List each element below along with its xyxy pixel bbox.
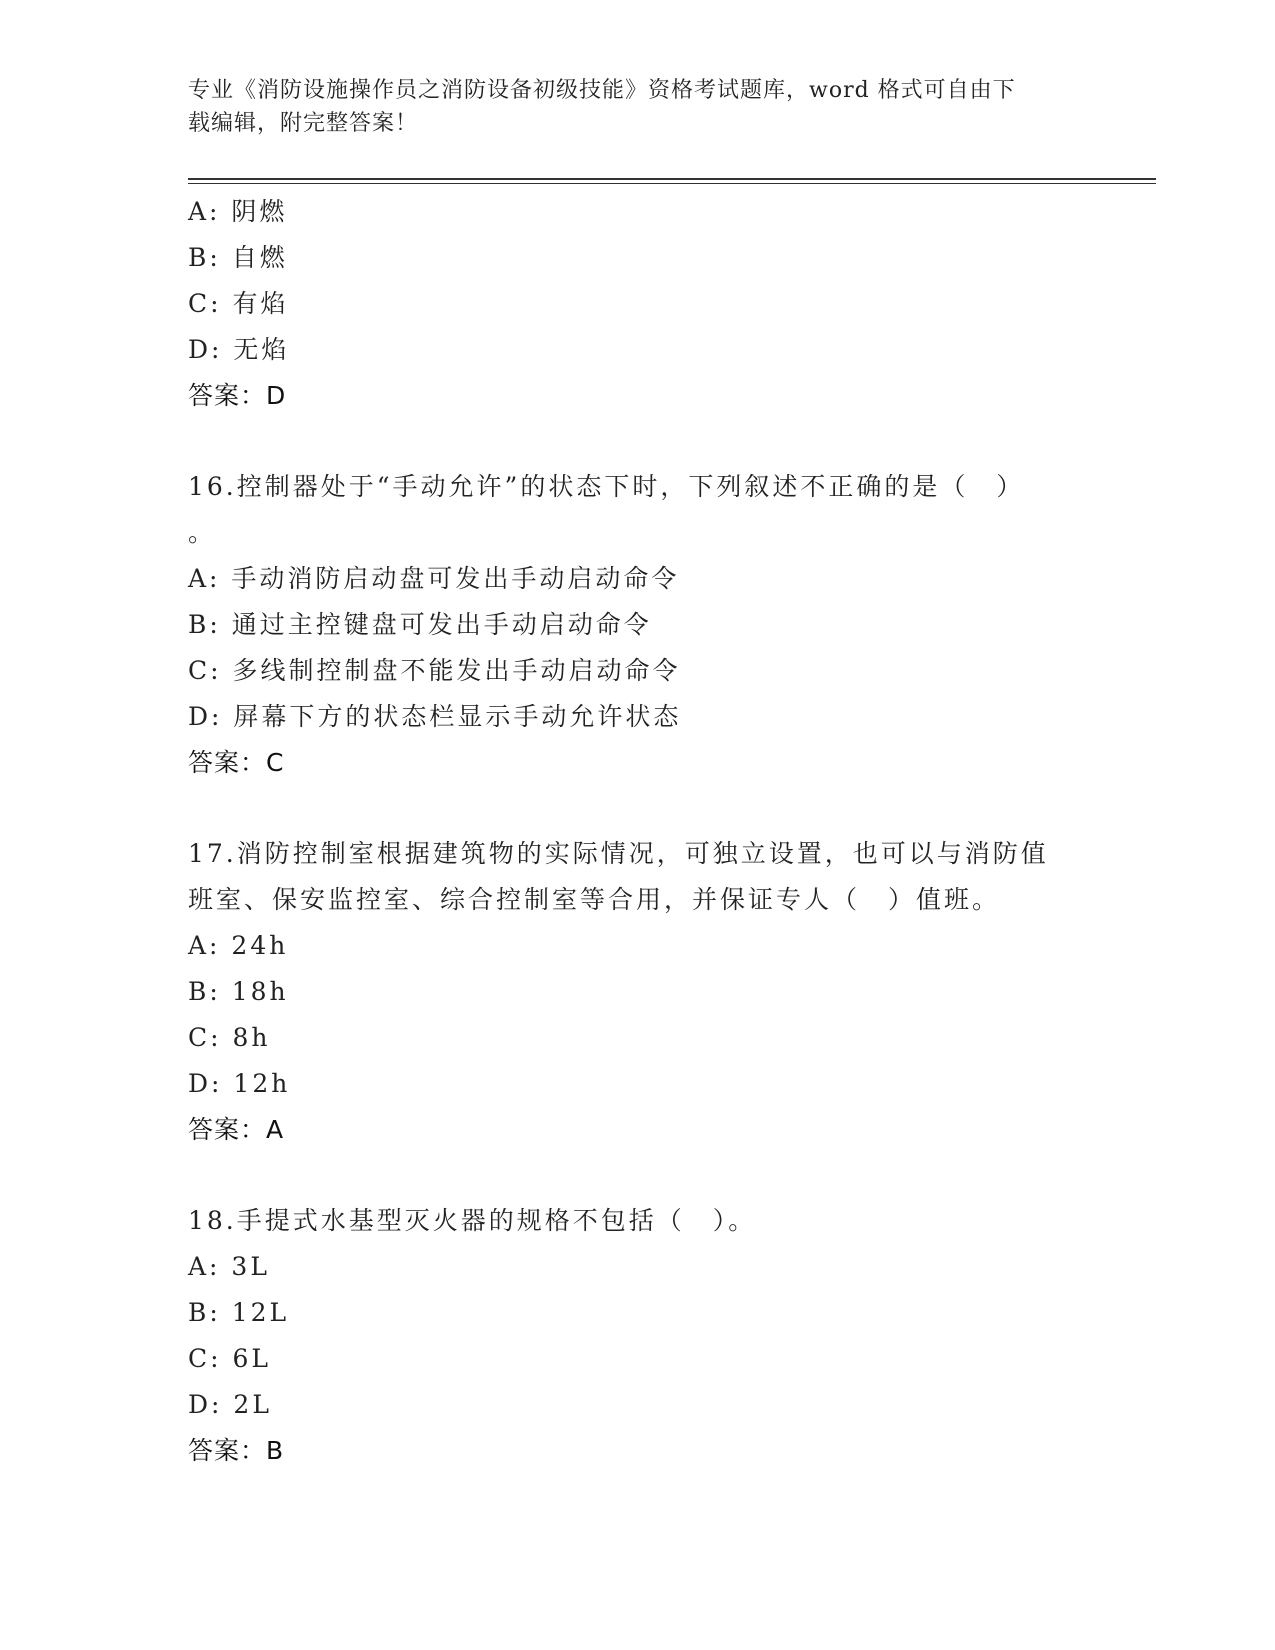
- block-spacer: [188, 1153, 1088, 1198]
- option-c: C: 6L: [188, 1344, 272, 1373]
- header-divider-thin: [188, 183, 1156, 184]
- answer-text: 答案：C: [188, 748, 285, 777]
- block-spacer: [188, 419, 1088, 464]
- document-header: [188, 74, 1068, 140]
- option-d: D: 无焰: [188, 335, 290, 364]
- option-c: C: 多线制控制盘不能发出手动启动命令: [188, 656, 681, 685]
- question-block-16: [188, 464, 1088, 786]
- option-b: B: 12L: [188, 1298, 290, 1327]
- option-a: A: 阴燃: [188, 197, 288, 226]
- answer-text: 答案：A: [188, 1115, 285, 1144]
- option-b: B: 通过主控键盘可发出手动启动命令: [188, 610, 652, 639]
- question-text-line-2: 。: [188, 518, 217, 547]
- option-a: A: 24h: [188, 931, 289, 960]
- header-line-2: 载编辑，附完整答案！: [188, 111, 419, 136]
- block-spacer: [188, 786, 1088, 831]
- question-text-line-1: 16.控制器处于“手动允许”的状态下时，下列叙述不正确的是（ ）: [188, 472, 1025, 501]
- option-a: A: 手动消防启动盘可发出手动启动命令: [188, 564, 680, 593]
- question-list: [188, 189, 1088, 1474]
- option-b: B: 18h: [188, 977, 289, 1006]
- question-text-line-1: 17.消防控制室根据建筑物的实际情况，可独立设置，也可以与消防值: [188, 839, 1049, 868]
- question-block-17: [188, 831, 1088, 1153]
- option-c: C: 有焰: [188, 289, 289, 318]
- header-line-1: 专业《消防设施操作员之消防设备初级技能》资格考试题库，word 格式可自由下: [188, 78, 1016, 103]
- option-b: B: 自燃: [188, 243, 288, 272]
- question-block-15: [188, 189, 1088, 419]
- header-divider-thick: [188, 178, 1156, 180]
- answer-text: 答案：D: [188, 381, 287, 410]
- question-text-line-1: 18.手提式水基型灭火器的规格不包括（ ）。: [188, 1206, 757, 1235]
- option-d: D: 2L: [188, 1390, 272, 1419]
- option-d: D: 12h: [188, 1069, 291, 1098]
- answer-text: 答案：B: [188, 1436, 285, 1465]
- question-text-line-2: 班室、保安监控室、综合控制室等合用，并保证专人（ ）值班。: [188, 885, 1001, 914]
- option-d: D: 屏幕下方的状态栏显示手动允许状态: [188, 702, 682, 731]
- question-block-18: [188, 1198, 1088, 1474]
- option-c: C: 8h: [188, 1023, 271, 1052]
- option-a: A: 3L: [188, 1252, 270, 1281]
